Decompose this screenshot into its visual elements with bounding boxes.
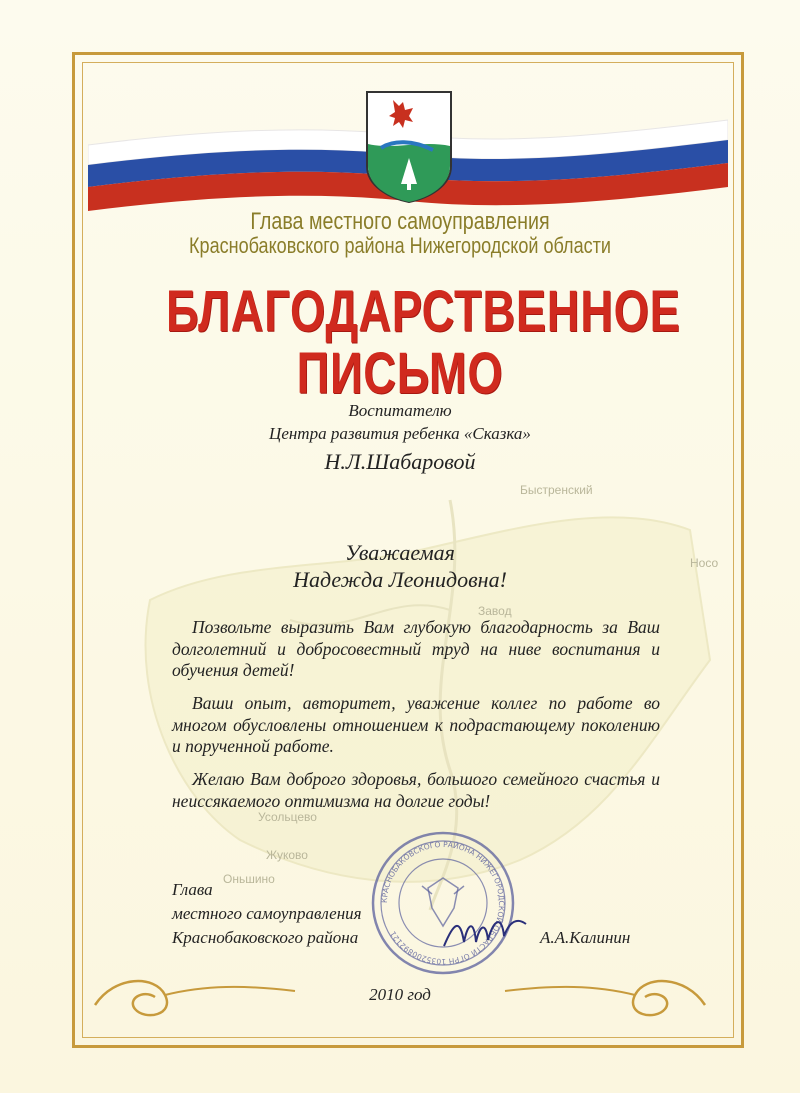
body-paragraph-2: Ваши опыт, авторитет, уважение коллег по работе во многом обусловлены отношением к подрастающему поколению и порученной работе. bbox=[172, 693, 660, 756]
map-label: Носо bbox=[690, 556, 719, 570]
map-label: Быстренский bbox=[520, 483, 593, 497]
issuer-line-1: Глава местного самоуправления bbox=[250, 208, 550, 235]
official-seal-stamp bbox=[368, 828, 518, 978]
document-year: 2010 год bbox=[369, 985, 431, 1004]
body-paragraph-1: Позвольте выразить Вам глубокую благодарность за Ваш долголетний и добросовестный труд на ниве воспитания и обучения детей! bbox=[172, 617, 660, 680]
signatory-name: А.А.Калинин bbox=[540, 928, 631, 947]
signatory-title-line-1: Глава bbox=[172, 880, 213, 899]
issuer-line-2: Краснобаковского района Нижегородской области bbox=[189, 233, 611, 258]
recipient-role: Воспитателю bbox=[348, 401, 452, 420]
district-coat-of-arms-icon bbox=[363, 88, 455, 204]
map-label: Усольцево bbox=[258, 810, 317, 824]
seal-text: КРАСНОБАКОВСКОГО РАЙОНА НИЖЕГОРОДСКОЙ ОБЛАСТИ ОГРН 1035200892121 bbox=[379, 839, 507, 967]
map-label: Оньшино bbox=[223, 872, 275, 886]
greeting-line-2: Надежда Леонидовна! bbox=[293, 567, 507, 592]
signatory-title-line-2: местного самоуправления bbox=[172, 904, 362, 923]
greeting-line-1: Уважаемая bbox=[345, 540, 455, 565]
recipient-organization: Центра развития ребенка «Сказка» bbox=[269, 424, 531, 443]
body-paragraph-3: Желаю Вам доброго здоровья, большого семейного счастья и неиссякаемого оптимизма на долгие годы! bbox=[172, 769, 660, 811]
recipient-name: Н.Л.Шабаровой bbox=[324, 449, 476, 474]
map-label: Завод bbox=[478, 604, 512, 618]
signatory-title-line-3: Краснобаковского района bbox=[172, 928, 359, 947]
map-label: Жуково bbox=[266, 848, 308, 862]
handwritten-signature bbox=[440, 912, 530, 952]
document-title-line-1: БЛАГОДАРСТВЕННОЕ bbox=[166, 279, 681, 344]
document-title-line-2: ПИСЬМО bbox=[296, 341, 504, 406]
